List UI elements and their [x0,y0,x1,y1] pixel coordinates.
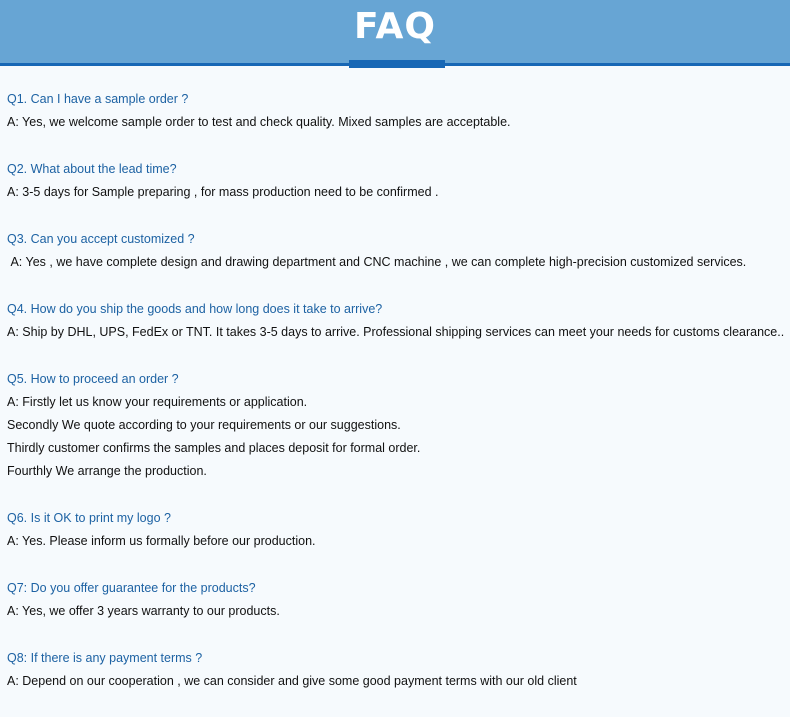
faq-item [7,298,787,344]
faq-question: Q2. What about the lead time? [7,162,177,176]
faq-item [7,228,787,274]
page-title: FAQ [354,6,436,47]
faq-question: Q1. Can I have a sample order ? [7,92,189,106]
faq-answer-line: A: Yes , we have complete design and drawing department and CNC machine , we can complete high-precision customized services. [7,255,747,269]
faq-question: Q7: Do you offer guarantee for the products? [7,581,256,595]
faq-item [7,507,787,553]
faq-answer-line: Thirdly customer confirms the samples and places deposit for formal order. [7,441,421,455]
faq-question: Q4. How do you ship the goods and how long does it take to arrive? [7,302,383,316]
faq-answer-line: A: Yes, we welcome sample order to test and check quality. Mixed samples are acceptable. [7,115,511,129]
faq-question: Q6. Is it OK to print my logo ? [7,511,171,525]
faq-question: Q5. How to proceed an order ? [7,372,179,386]
faq-question: Q3. Can you accept customized ? [7,232,195,246]
faq-answer-line: A: Depend on our cooperation , we can consider and give some good payment terms with our old client [7,674,577,688]
faq-item [7,647,787,693]
faq-answer-line: A: Yes, we offer 3 years warranty to our products. [7,604,280,618]
faq-answer-line: A: 3-5 days for Sample preparing , for mass production need to be confirmed . [7,185,439,199]
faq-answer-line: A: Firstly let us know your requirements or application. [7,395,308,409]
faq-item [7,158,787,204]
faq-item [7,88,787,134]
header-divider-accent [349,60,445,68]
faq-answer-line: Secondly We quote according to your requirements or our suggestions. [7,418,401,432]
faq-item [7,368,787,483]
faq-answer-line: Fourthly We arrange the production. [7,464,207,478]
faq-question: Q8: If there is any payment terms ? [7,651,203,665]
faq-answer-line: A: Ship by DHL, UPS, FedEx or TNT. It takes 3-5 days to arrive. Professional shipping services can meet your needs for customs clearance.. [7,325,785,339]
faq-item [7,577,787,623]
faq-answer-line: A: Yes. Please inform us formally before our production. [7,534,316,548]
faq-list [7,88,787,717]
faq-header [0,0,790,63]
